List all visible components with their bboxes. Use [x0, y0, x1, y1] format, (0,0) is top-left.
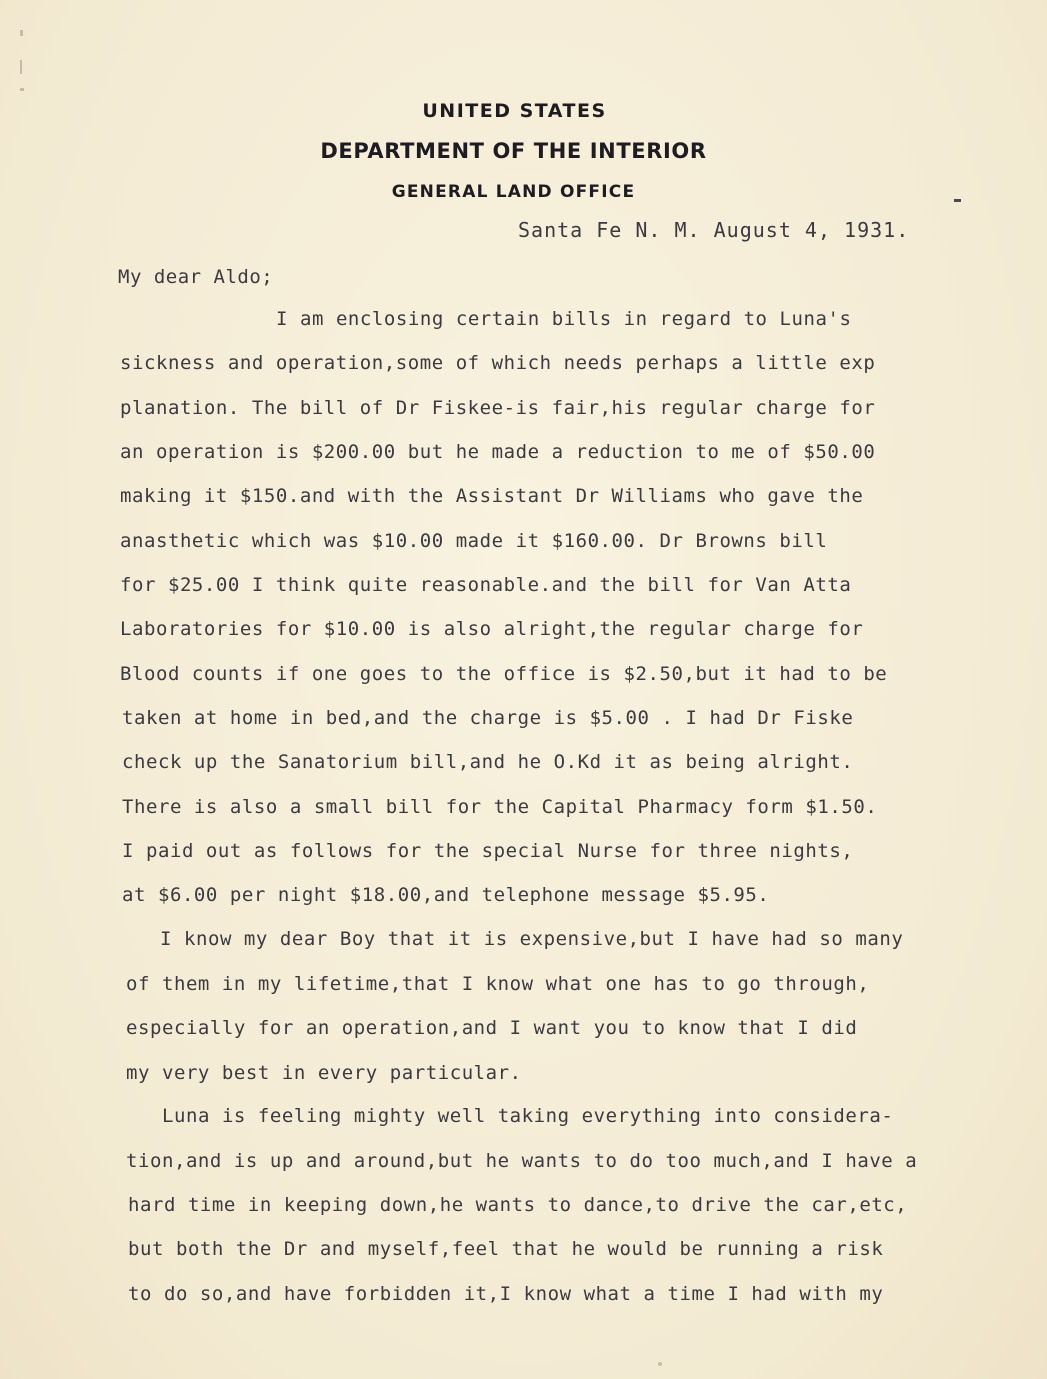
- body-line: an operation is $200.00 but he made a reduction to me of $50.00: [120, 441, 876, 463]
- letterhead-office: GENERAL LAND OFFICE: [391, 182, 636, 202]
- body-line: check up the Sanatorium bill,and he O.Kd it as being alright.: [122, 751, 854, 773]
- letterhead-country: UNITED STATES: [422, 100, 607, 122]
- body-line: making it $150.and with the Assistant Dr Williams who gave the: [120, 485, 864, 507]
- dateline: Santa Fe N. M. August 4, 1931.: [518, 218, 910, 242]
- body-line: sickness and operation,some of which needs perhaps a little exp: [120, 352, 876, 374]
- body-line: I am enclosing certain bills in regard to Luna's: [276, 308, 852, 330]
- body-line: planation. The bill of Dr Fiskee-is fair,his regular charge for: [120, 397, 876, 419]
- body-line: taken at home in bed,and the charge is $5.00 . I had Dr Fiske: [122, 707, 854, 729]
- body-line: anasthetic which was $10.00 made it $160.00. Dr Browns bill: [120, 530, 828, 552]
- body-line: of them in my lifetime,that I know what one has to go through,: [126, 973, 870, 995]
- paper-speck: [658, 1362, 662, 1366]
- body-line: my very best in every particular.: [126, 1062, 522, 1084]
- body-line: but both the Dr and myself,feel that he would be running a risk: [128, 1238, 884, 1260]
- body-line: tion,and is up and around,but he wants to do too much,and I have a: [126, 1150, 918, 1172]
- body-line: There is also a small bill for the Capital Pharmacy form $1.50.: [122, 796, 878, 818]
- body-line: to do so,and have forbidden it,I know what a time I had with my: [128, 1283, 884, 1305]
- paper-speck: [20, 88, 24, 91]
- body-line: at $6.00 per night $18.00,and telephone message $5.95.: [122, 884, 770, 906]
- salutation: My dear Aldo;: [118, 266, 274, 288]
- body-line: hard time in keeping down,he wants to dance,to drive the car,etc,: [128, 1194, 908, 1216]
- body-line: for $25.00 I think quite reasonable.and the bill for Van Atta: [120, 574, 852, 596]
- ink-mark: [954, 199, 961, 202]
- letterhead-department: DEPARTMENT OF THE INTERIOR: [320, 139, 707, 163]
- body-line: Laboratories for $10.00 is also alright,the regular charge for: [120, 618, 864, 640]
- paper-speck: [20, 30, 23, 36]
- body-line: Luna is feeling mighty well taking everything into considera-: [162, 1105, 894, 1127]
- paper-speck: [20, 60, 22, 74]
- body-line: Blood counts if one goes to the office is $2.50,but it had to be: [120, 663, 888, 685]
- body-line: I know my dear Boy that it is expensive,but I have had so many: [160, 928, 904, 950]
- body-line: I paid out as follows for the special Nurse for three nights,: [122, 840, 854, 862]
- body-line: especially for an operation,and I want you to know that I did: [126, 1017, 858, 1039]
